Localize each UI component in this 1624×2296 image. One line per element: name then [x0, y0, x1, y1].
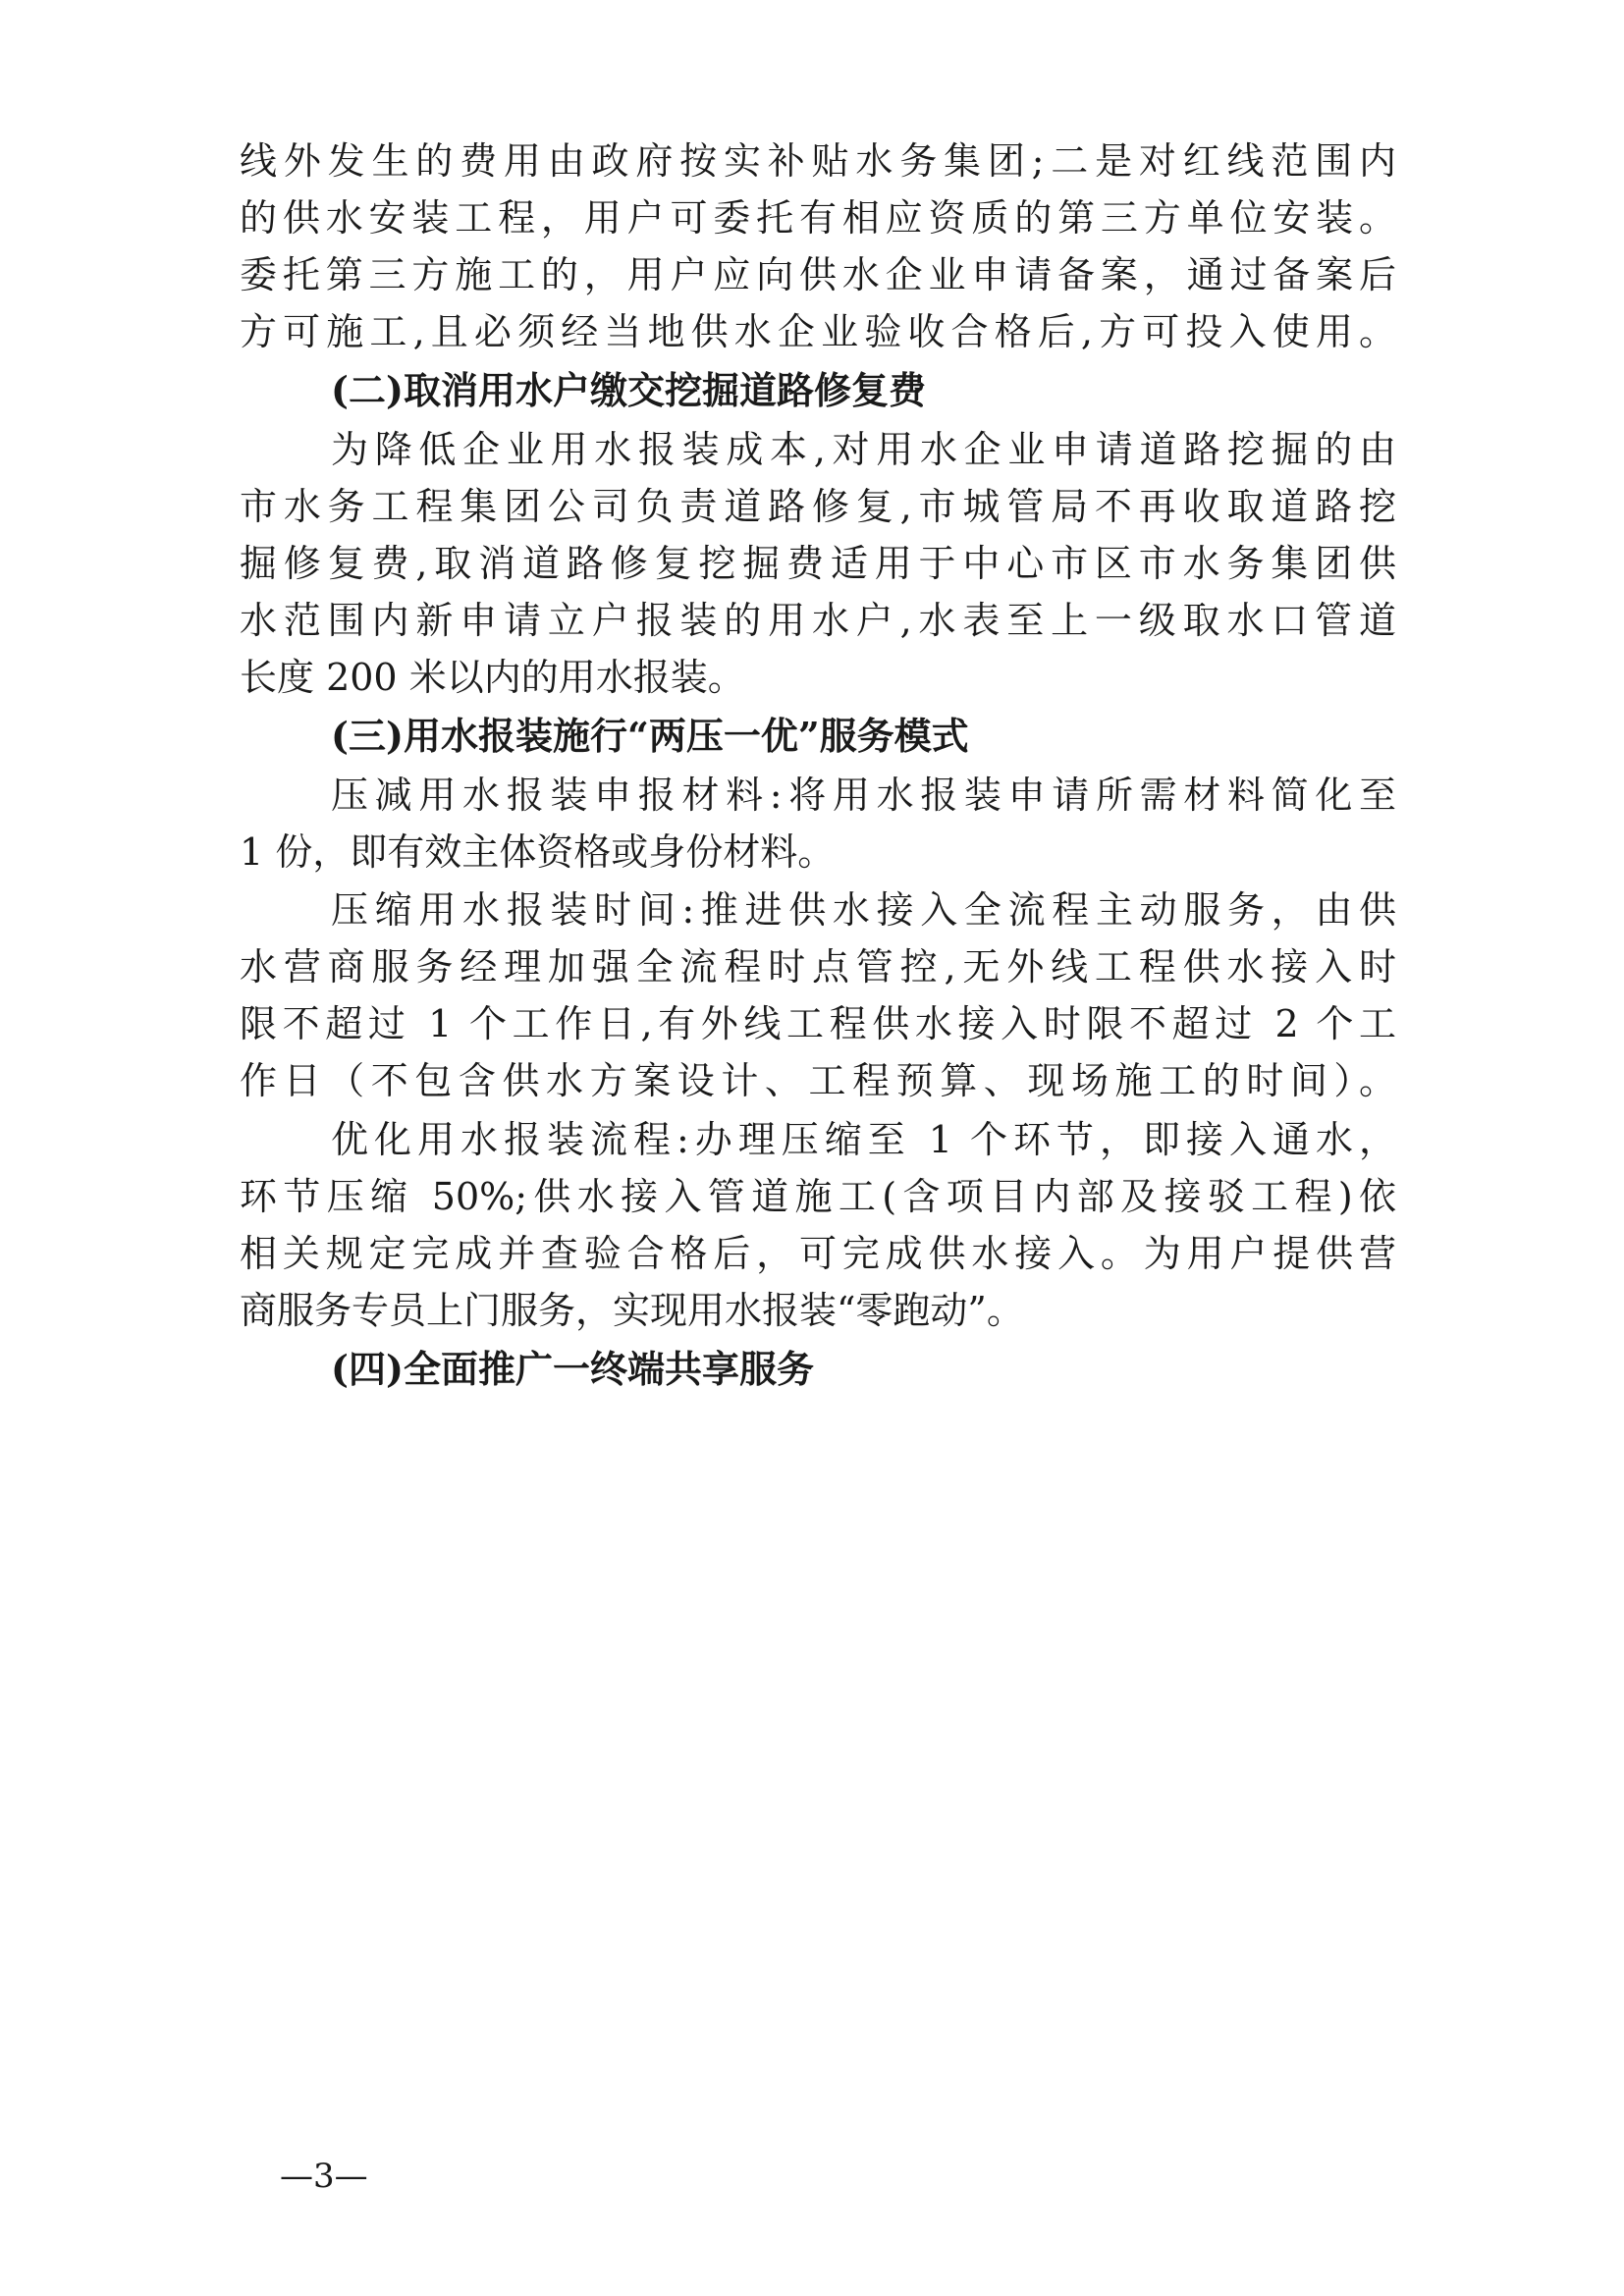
page-number: —3—	[280, 2157, 368, 2196]
body-line: 市水务工程集团公司负责道路修复,市城管局不再收取道路挖	[240, 485, 1396, 528]
body-line: 掘修复费,取消道路修复挖掘费适用于中心市区市水务集团供	[240, 542, 1396, 585]
body-line: 线外发生的费用由政府按实补贴水务集团;二是对红线范围内	[240, 139, 1396, 183]
body-line: 方可施工,且必须经当地供水企业验收合格后,方可投入使用。	[240, 310, 1396, 353]
body-line: 水营商服务经理加强全流程时点管控,无外线工程供水接入时	[240, 945, 1396, 988]
body-line: 的供水安装工程，用户可委托有相应资质的第三方单位安装。	[240, 196, 1396, 240]
body-line: 为降低企业用水报装成本,对用水企业申请道路挖掘的由	[331, 428, 1396, 471]
body-line: 环节压缩 50%;供水接入管道施工(含项目内部及接驳工程)依	[240, 1175, 1396, 1218]
body-line: 商服务专员上门服务，实现用水报装“零跑动”。	[240, 1289, 1024, 1332]
body-line: 水范围内新申请立户报装的用水户,水表至上一级取水口管道	[240, 599, 1396, 642]
body-line: 作日（不包含供水方案设计、工程预算、现场施工的时间）。	[240, 1059, 1396, 1102]
body-line: 1 份，即有效主体资格或身份材料。	[240, 830, 836, 874]
body-line: 压减用水报装申报材料:将用水报装申请所需材料简化至	[331, 774, 1396, 817]
body-line: 限不超过 1 个工作日,有外线工程供水接入时限不超过 2 个工	[240, 1002, 1396, 1045]
section-heading-2: (二)取消用水户缴交挖掘道路修复费	[331, 368, 926, 412]
body-line: 相关规定完成并查验合格后，可完成供水接入。为用户提供营	[240, 1232, 1396, 1275]
body-line: 委托第三方施工的，用户应向供水企业申请备案，通过备案后	[240, 253, 1396, 296]
section-heading-4: (四)全面推广一终端共享服务	[331, 1347, 814, 1391]
body-line: 优化用水报装流程:办理压缩至 1 个环节，即接入通水，	[331, 1118, 1396, 1161]
body-line: 长度 200 米以内的用水报装。	[240, 656, 745, 699]
section-heading-3: (三)用水报装施行“两压一优”服务模式	[331, 714, 969, 758]
body-line: 压缩用水报装时间:推进供水接入全流程主动服务，由供	[331, 888, 1396, 932]
